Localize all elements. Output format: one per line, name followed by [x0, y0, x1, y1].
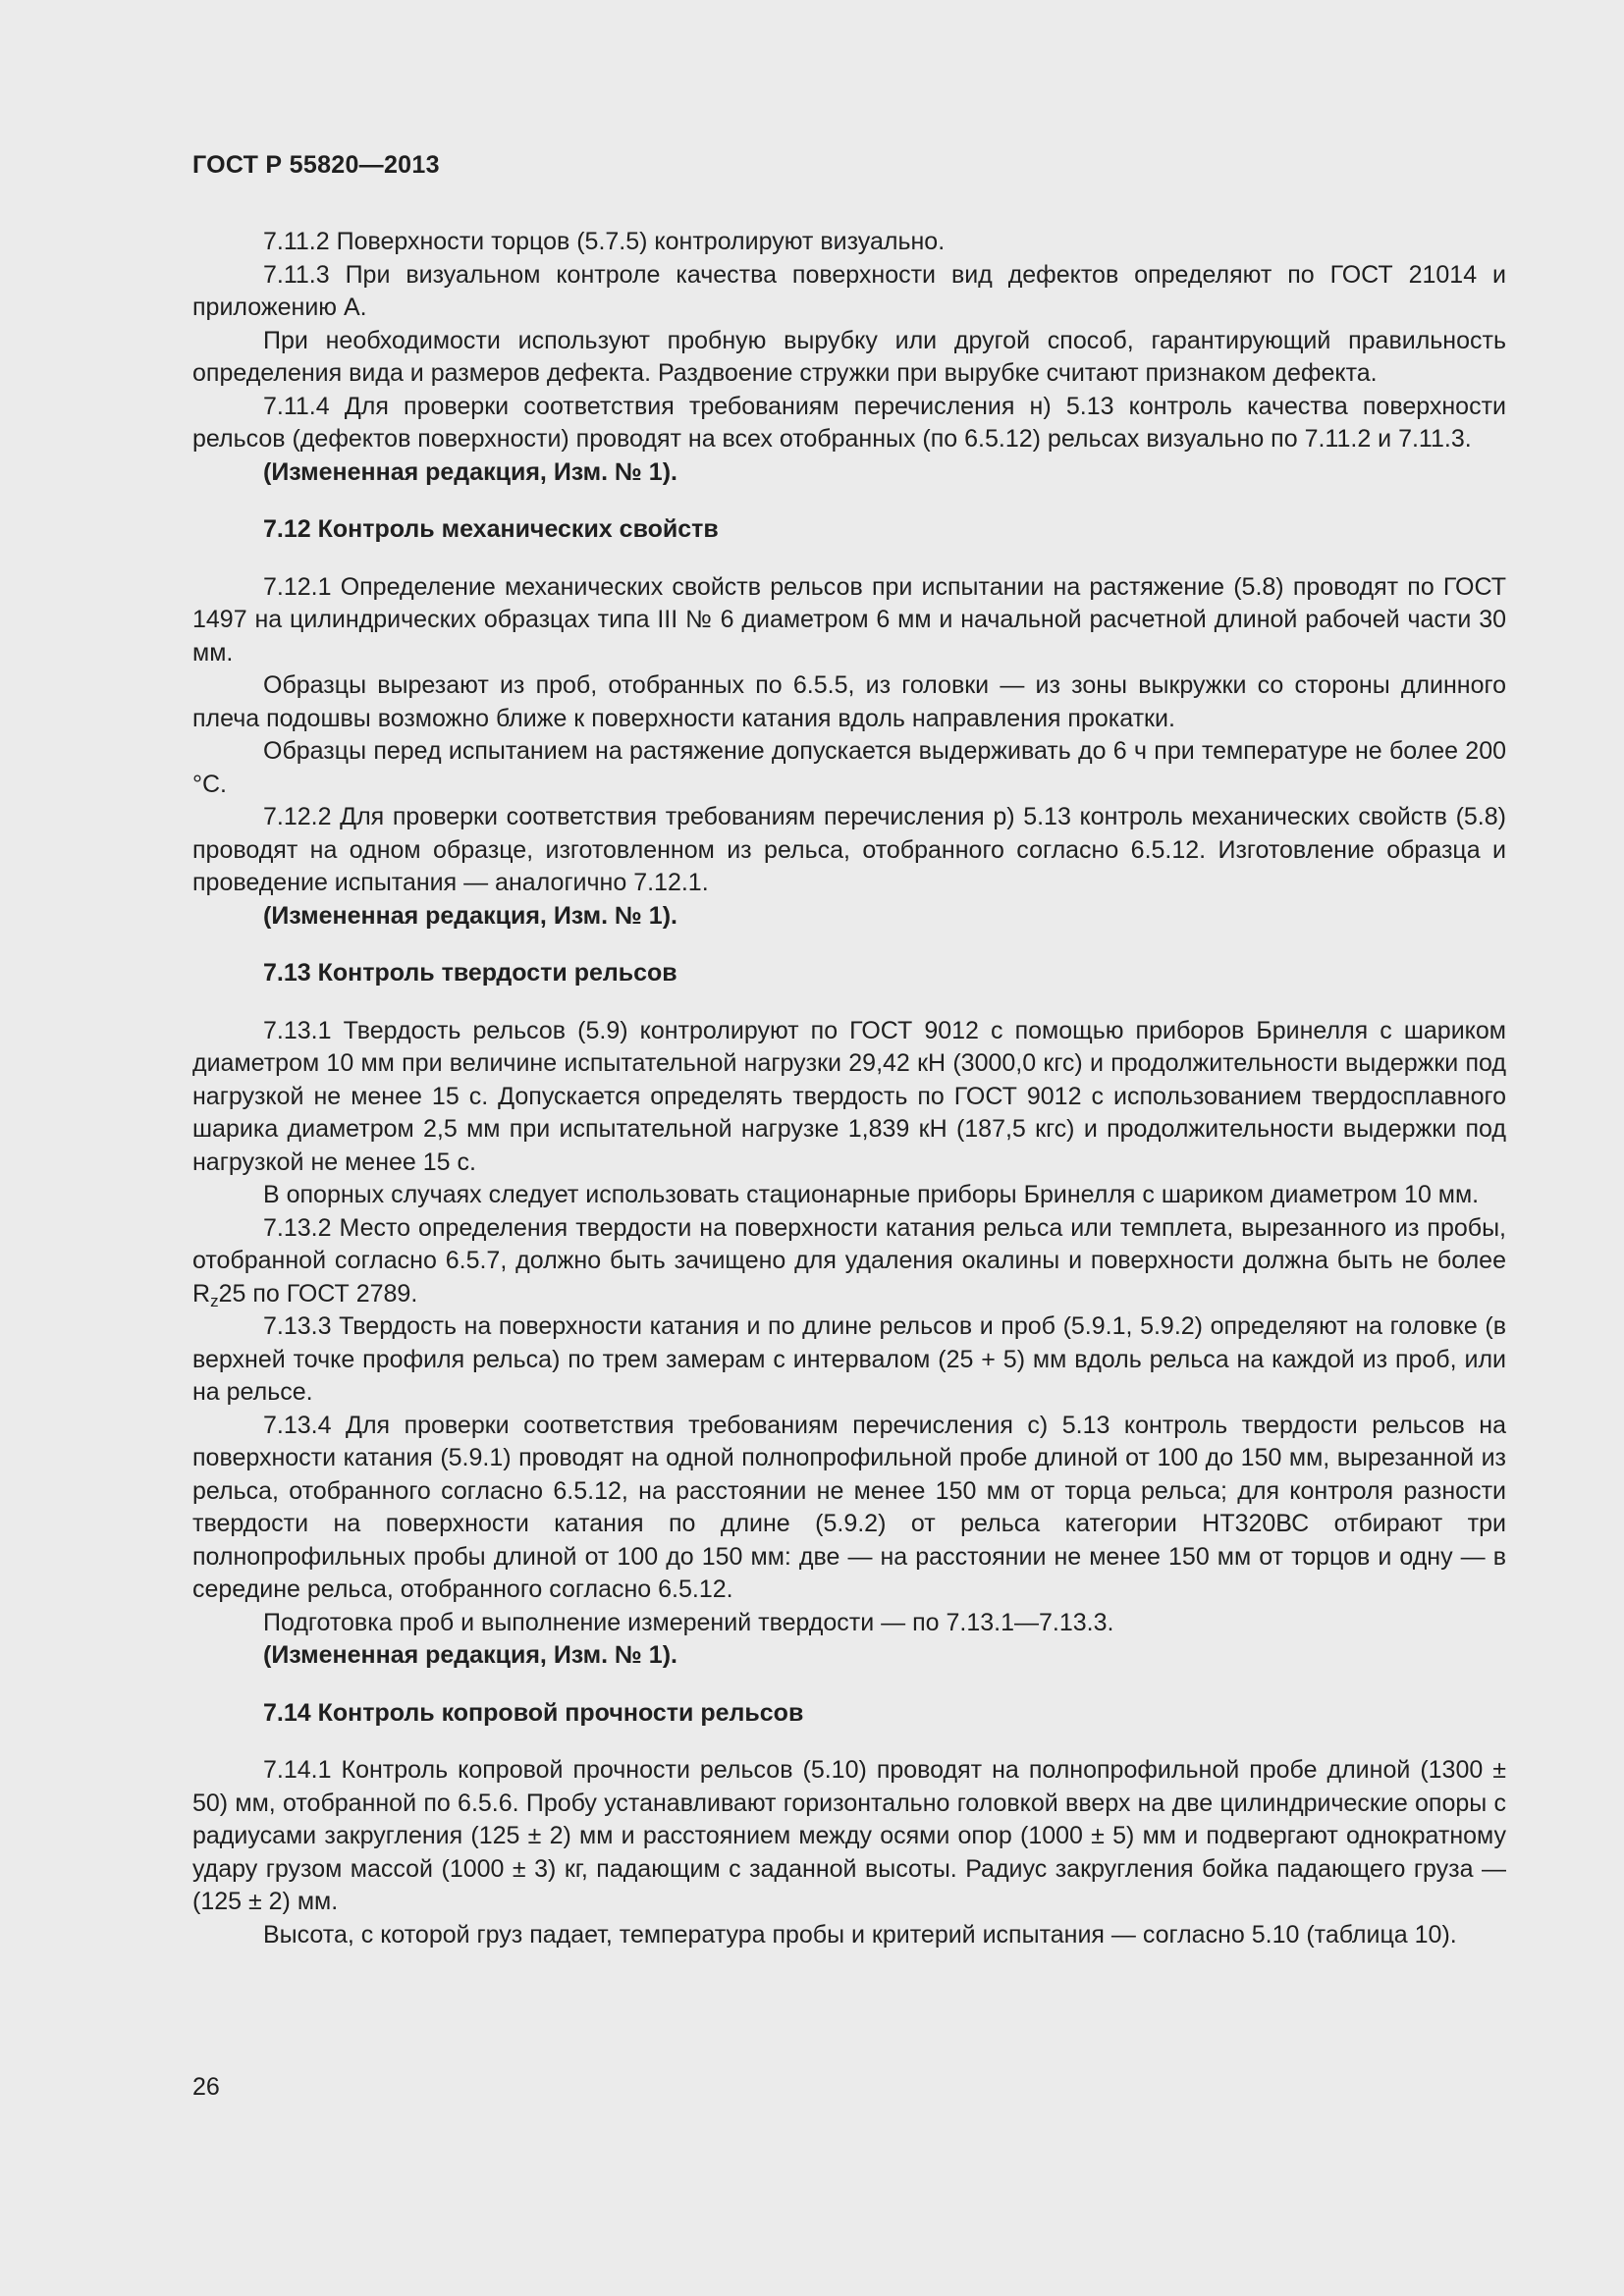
paragraph-7-12-2: 7.12.2 Для проверки соответствия требованиям перечисления р) 5.13 контроль механических свойств (5.8) проводят на одном образце, изготовленном из рельса, отобранного согласно 6.5.12. Изготовление образца и проведение испытания — аналогично 7.12.1. — [192, 803, 1506, 896]
roughness-subscript: z — [210, 1291, 219, 1310]
paragraph-7-12-1-continued: Образцы вырезают из проб, отобранных по 6.5.5, из головки — из зоны выкружки со стороны длинного плеча подошвы возможно ближе к поверхности катания вдоль направления прокатки. — [192, 671, 1506, 732]
paragraph-7-13-1-continued: В опорных случаях следует использовать стационарные приборы Бринелля с шариком диаметром 10 мм. — [263, 1181, 1480, 1208]
paragraph-7-12-1-continued-2: Образцы перед испытанием на растяжение допускается выдерживать до 6 ч при температуре не более 200 °С. — [192, 737, 1506, 798]
paragraph-7-13-2 — [192, 1212, 1506, 1311]
paragraph-7-14-1: 7.14.1 Контроль копровой прочности рельсов (5.10) проводят на полнопрофильной пробе длиной (1300 ± 50) мм, отобранной по 6.5.6. Пробу устанавливают горизонтально головкой вверх на две цилиндрические опоры с радиусами закругления (125 ± 2) мм и расстоянием между осями опор (1000 ± 5) мм и подвергают однократному удару грузом массой (1000 ± 3) кг, падающим с заданной высоты. Радиус закругления бойка падающего груза — (125 ± 2) мм. — [192, 1756, 1506, 1915]
paragraph-7-13-1: 7.13.1 Твердость рельсов (5.9) контролируют по ГОСТ 9012 с помощью приборов Бринелля с шариком диаметром 10 мм при величине испытательной нагрузки 29,42 кН (3000,0 кгс) и продолжительности выдержки под нагрузкой не менее 15 с. Допускается определять твердость по ГОСТ 9012 с использованием твердосплавного шарика диаметром 2,5 мм при испытательной нагрузке 1,839 кН (187,5 кгс) и продолжительности выдержки под нагрузкой не менее 15 с. — [192, 1016, 1506, 1176]
paragraph-7-12-1: 7.12.1 Определение механических свойств рельсов при испытании на растяжение (5.8) проводят по ГОСТ 1497 на цилиндрических образцах типа III № 6 диаметром 6 мм и начальной расчетной длиной рабочей части 30 мм. — [192, 572, 1506, 667]
amendment-note: (Измененная редакция, Изм. № 1). — [263, 901, 677, 930]
paragraph-7-11-4: 7.11.4 Для проверки соответствия требованиям перечисления н) 5.13 контроль качества поверхности рельсов (дефектов поверхности) проводят на всех отобранных (по 6.5.12) рельсах визуально по 7.11.2 и 7.11.3. — [192, 392, 1506, 453]
paragraph-7-13-4-continued: Подготовка проб и выполнение измерений твердости — по 7.13.1—7.13.3. — [263, 1608, 1114, 1636]
amendment-note: (Измененная редакция, Изм. № 1). — [263, 1641, 677, 1669]
paragraph-7-11-3-continued: При необходимости используют пробную вырубку или другой способ, гарантирующий правильность определения вида и размеров дефекта. Раздвоение стружки при вырубке считают признаком дефекта. — [192, 326, 1506, 387]
document-body — [192, 226, 1506, 1951]
section-heading-7-13: 7.13 Контроль твердости рельсов — [263, 959, 677, 987]
paragraph-7-13-2-text-end: 25 по ГОСТ 2789. — [218, 1279, 418, 1308]
paragraph-7-13-2-text: 7.13.2 Место определения твердости на поверхности катания рельса или темплета, вырезанного из пробы, отобранной согласно 6.5.7, должно быть зачищено для удаления окалины и поверхности должна быть не более R — [192, 1213, 1506, 1308]
paragraph-7-13-3: 7.13.3 Твердость на поверхности катания и по длине рельсов и проб (5.9.1, 5.9.2) определяют на головке (в верхней точке профиля рельса) по трем замерам с интервалом (25 + 5) мм вдоль рельса на каждой из проб, или на рельсе. — [192, 1312, 1506, 1406]
amendment-note: (Измененная редакция, Изм. № 1). — [263, 457, 677, 486]
paragraph-7-11-3: 7.11.3 При визуальном контроле качества поверхности вид дефектов определяют по ГОСТ 21014 и приложению А. — [192, 260, 1506, 321]
section-heading-7-14: 7.14 Контроль копровой прочности рельсов — [263, 1698, 804, 1727]
section-heading-7-12: 7.12 Контроль механических свойств — [263, 515, 719, 543]
standard-designation: ГОСТ Р 55820—2013 — [192, 151, 440, 179]
paragraph-7-11-2: 7.11.2 Поверхности торцов (5.7.5) контролируют визуально. — [263, 228, 946, 255]
paragraph-7-13-4: 7.13.4 Для проверки соответствия требованиям перечисления с) 5.13 контроль твердости рельсов на поверхности катания (5.9.1) проводят на одной полнопрофильной пробе длиной от 100 до 150 мм, вырезанной из рельса, отобранного согласно 6.5.12, на расстоянии не менее 150 мм от торца рельса; для контроля разности твердости на поверхности катания по длине (5.9.2) от рельса категории НТ320ВС отбирают три полнопрофильных пробы длиной от 100 до 150 мм: две — на расстоянии не менее 150 мм от торцов и одну — в середине рельса, отобранного согласно 6.5.12. — [192, 1411, 1506, 1603]
page-number: 26 — [192, 2073, 220, 2101]
paragraph-7-14-1-continued: Высота, с которой груз падает, температура пробы и критерий испытания — согласно 5.10 (таблица 10). — [263, 1920, 1457, 1949]
